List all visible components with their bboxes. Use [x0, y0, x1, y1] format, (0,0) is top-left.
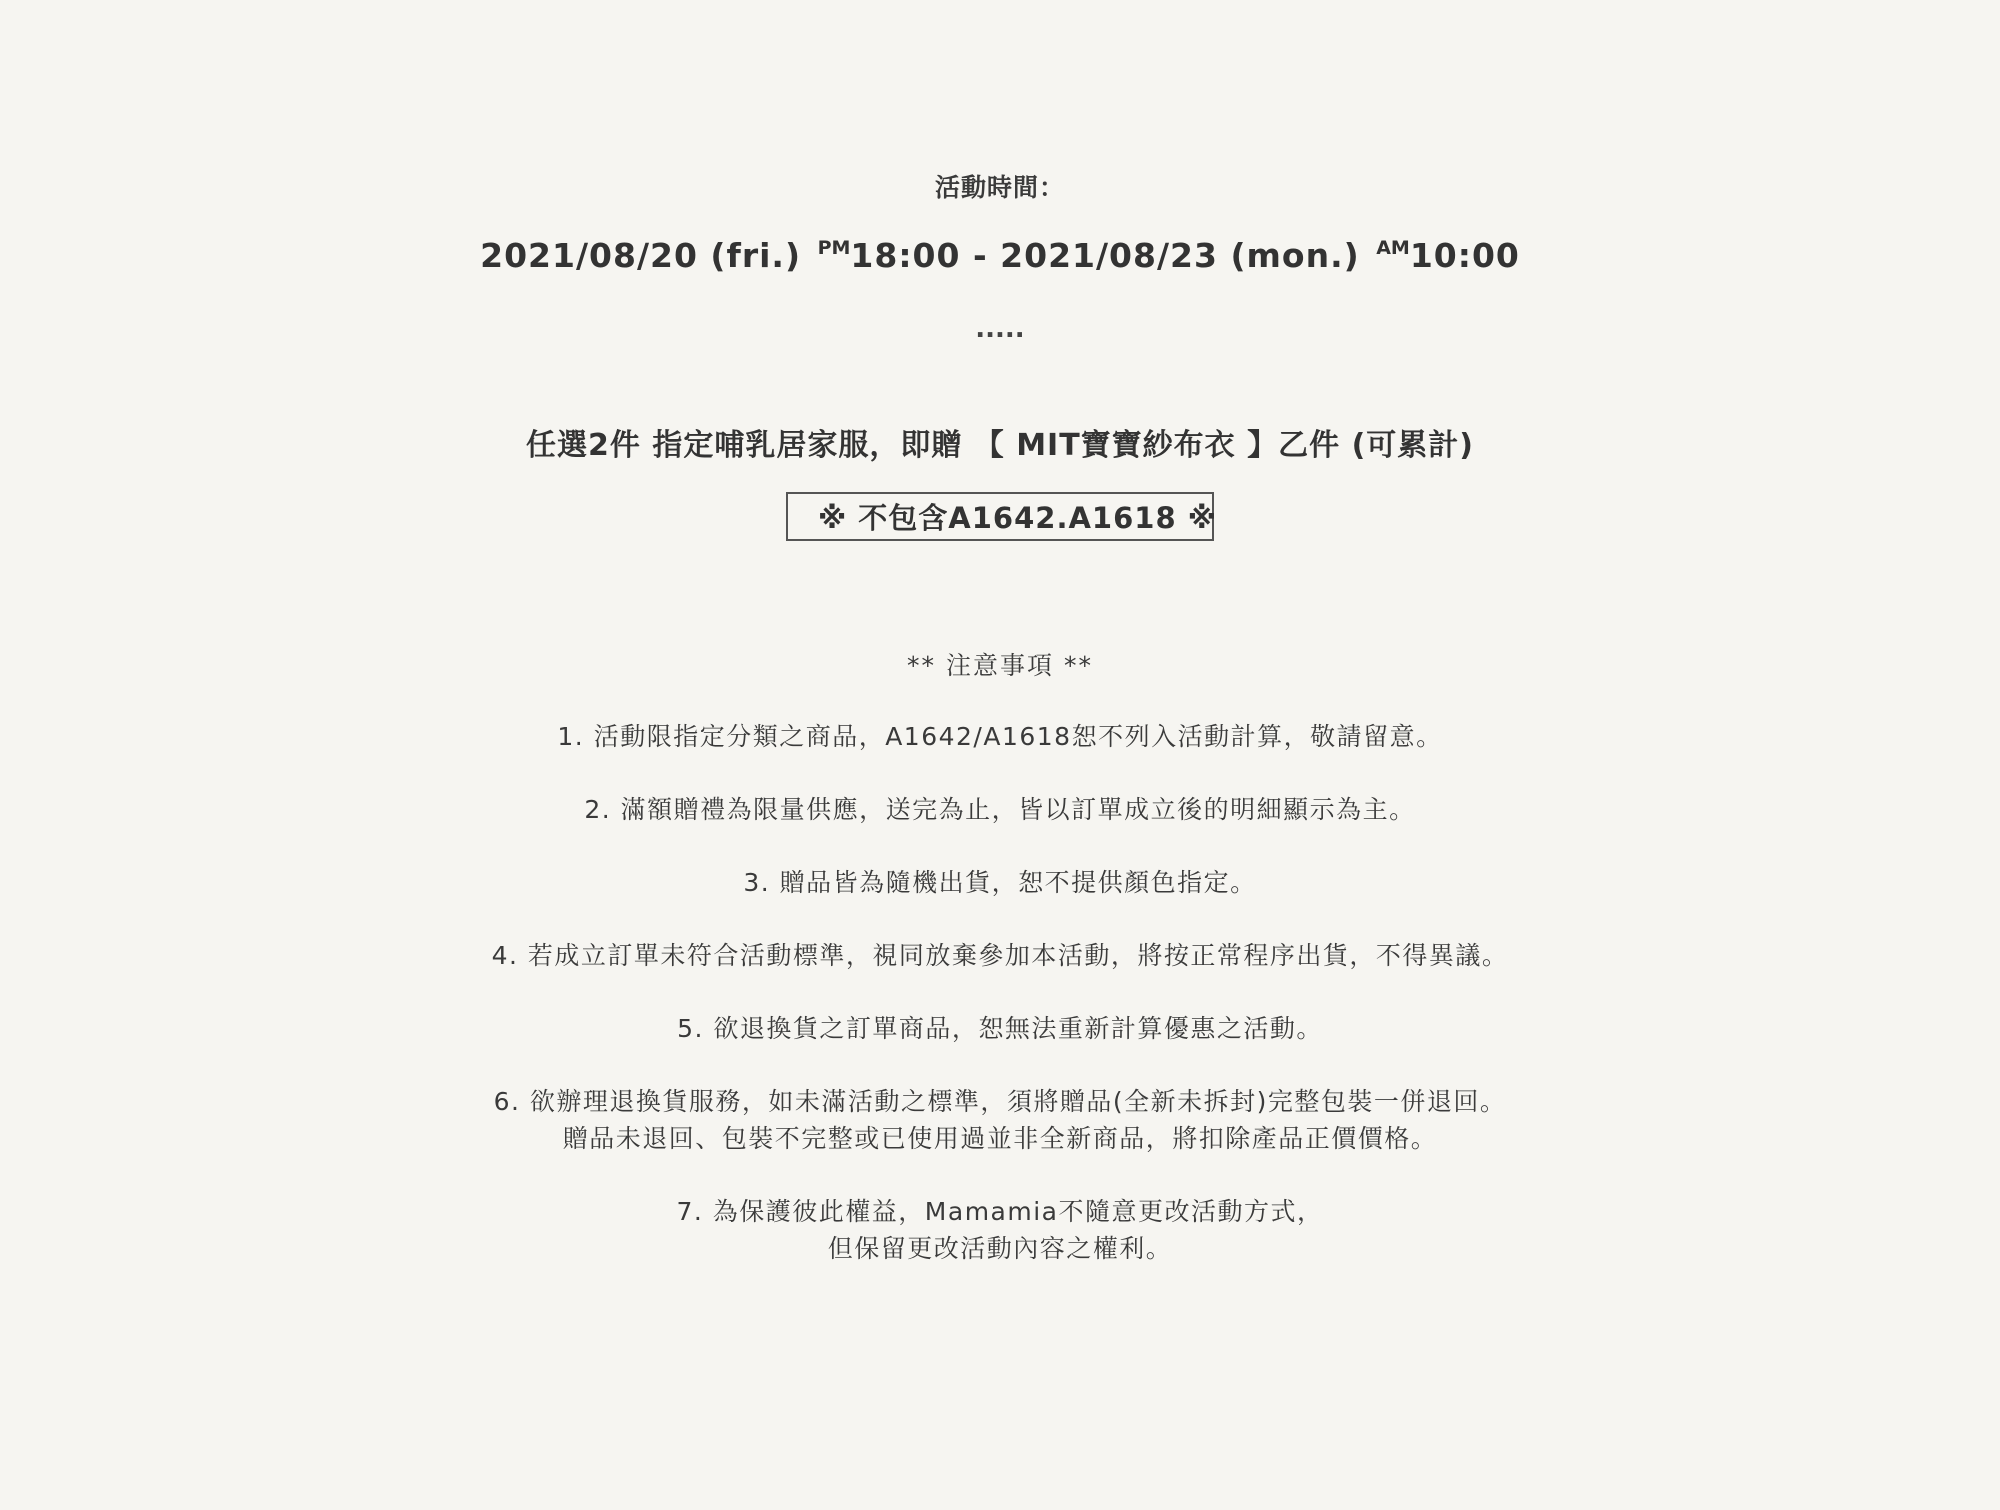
note-line: 5. 欲退換貨之訂單商品，恕無法重新計算優惠之活動。 — [677, 1014, 1323, 1043]
note-item-1 — [0, 718, 2000, 755]
notes-title: ** 注意事項 ** — [907, 651, 1093, 680]
note-line: 4. 若成立訂單未符合活動標準，視同放棄參加本活動，將按正常程序出貨，不得異議。 — [491, 941, 1509, 970]
start-time: 18:00 — [850, 236, 961, 275]
note-item-4 — [0, 937, 2000, 974]
promo-offer: 任選2件 指定哺乳居家服，即贈 【 MIT寶寶紗布衣 】乙件 (可累計) — [526, 428, 1474, 463]
note-line: 7. 為保護彼此權益，Mamamia不隨意更改活動方式， — [676, 1197, 1324, 1226]
note-item-5 — [0, 1010, 2000, 1047]
start-ampm: PM — [817, 237, 851, 259]
time-separator: - — [972, 236, 988, 275]
end-ampm: AM — [1376, 237, 1410, 259]
note-line: 1. 活動限指定分類之商品，A1642/A1618恕不列入活動計算，敬請留意。 — [557, 722, 1443, 751]
end-time: 10:00 — [1409, 236, 1520, 275]
note-line: 贈品未退回、包裝不完整或已使用過並非全新商品，將扣除產品正價價格。 — [562, 1124, 1438, 1153]
event-time-label: 活動時間： — [934, 173, 1065, 202]
promo-exclusion-box: ※ 不包含A1642.A1618 ※ — [786, 492, 1214, 541]
event-time-range — [0, 236, 2000, 275]
note-item-6 — [0, 1083, 2000, 1157]
note-line: 但保留更改活動內容之權利。 — [827, 1234, 1173, 1263]
note-item-2 — [0, 791, 2000, 828]
start-date: 2021/08/20 (fri.) — [480, 236, 802, 275]
note-item-3 — [0, 864, 2000, 901]
note-line: 6. 欲辦理退換貨服務，如未滿活動之標準，須將贈品(全新未拆封)完整包裝一併退回。 — [493, 1087, 1507, 1116]
dots-divider: ..... — [975, 314, 1025, 344]
end-date: 2021/08/23 (mon.) — [1000, 236, 1360, 275]
note-line: 2. 滿額贈禮為限量供應，送完為止，皆以訂單成立後的明細顯示為主。 — [584, 795, 1416, 824]
note-line: 3. 贈品皆為隨機出貨，恕不提供顏色指定。 — [743, 868, 1257, 897]
promo-exclusion-row — [0, 492, 2000, 541]
note-item-7 — [0, 1193, 2000, 1267]
